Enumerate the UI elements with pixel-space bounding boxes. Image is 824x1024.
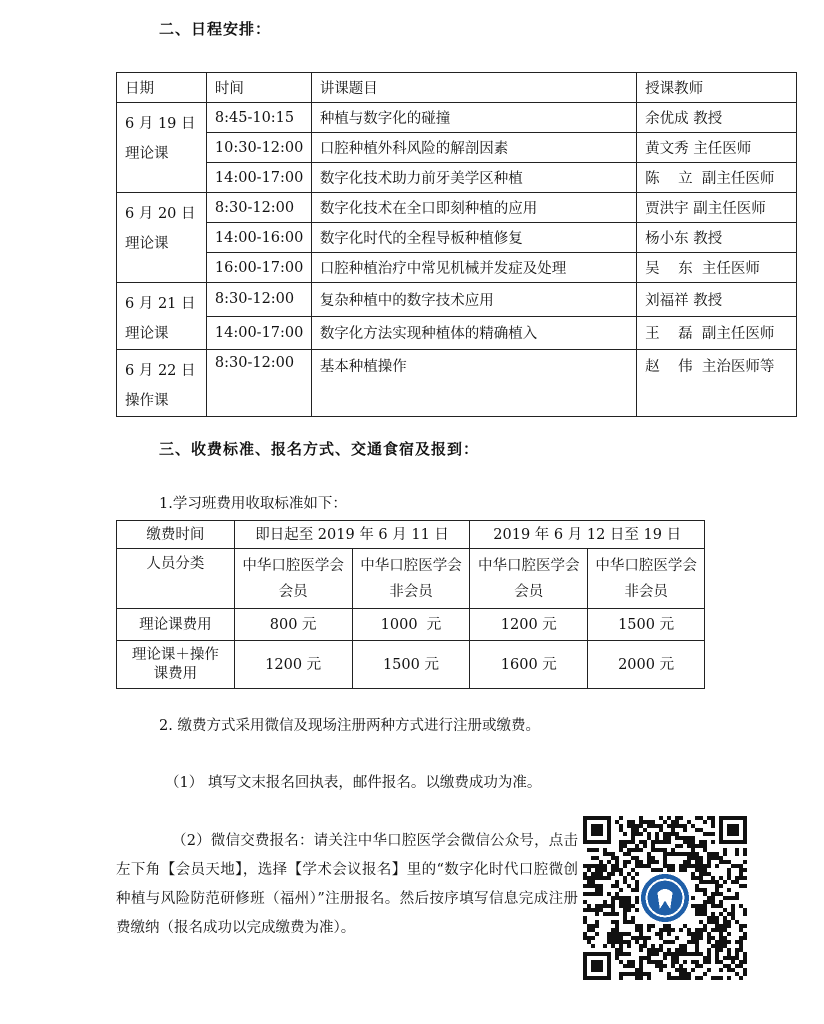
topic-cell: 数字化时代的全程导板种植修复	[311, 223, 636, 253]
topic-cell: 数字化方法实现种植体的精确植入	[311, 316, 636, 350]
fee-category-row	[117, 549, 705, 609]
topic-cell: 基本种植操作	[311, 350, 636, 417]
fee-cell: 2000 元	[588, 641, 705, 689]
nonmember-label: 中华口腔医学会非会员	[588, 549, 705, 609]
day-type: 操作课	[125, 393, 169, 409]
day-type: 理论课	[125, 236, 169, 252]
fee-cell: 1500 元	[352, 641, 470, 689]
topic-cell: 数字化技术在全口即刻种植的应用	[311, 193, 636, 223]
fee-row-label: 理论课费用	[117, 609, 235, 641]
day-type: 理论课	[125, 326, 169, 342]
day-date: 6 月 19 日	[125, 116, 196, 132]
table-row	[117, 253, 797, 283]
teacher-cell: 刘福祥 教授	[637, 283, 797, 317]
teacher-cell: 杨小东 教授	[637, 223, 797, 253]
fee-cell: 800 元	[234, 609, 352, 641]
time-cell: 8:30-12:00	[206, 193, 311, 223]
col-header-date: 日期	[117, 73, 207, 103]
day-date: 6 月 20 日	[125, 206, 196, 222]
day-date: 6 月 22 日	[125, 363, 196, 379]
table-row	[117, 316, 797, 350]
day-cell	[117, 193, 207, 283]
schedule-header-row	[117, 73, 797, 103]
topic-cell: 种植与数字化的碰撞	[311, 103, 636, 133]
time-cell: 8:30-12:00	[206, 283, 311, 317]
fee-row-header: 人员分类	[117, 549, 235, 609]
teacher-cell: 王 磊 副主任医师	[637, 316, 797, 350]
topic-cell: 口腔种植治疗中常见机械并发症及处理	[311, 253, 636, 283]
day-cell	[117, 350, 207, 417]
table-row	[117, 193, 797, 223]
table-row	[117, 223, 797, 253]
topic-cell: 复杂种植中的数字技术应用	[311, 283, 636, 317]
fee-row-label: 理论课＋操作课费用	[117, 641, 235, 689]
schedule-table	[116, 72, 797, 417]
section2-title: 二、日程安排：	[159, 20, 272, 38]
teacher-cell: 赵 伟 主治医师等	[637, 350, 797, 417]
fee-table	[116, 520, 705, 689]
time-cell: 8:30-12:00	[206, 350, 311, 417]
time-cell: 14:00-17:00	[206, 316, 311, 350]
col-header-teacher: 授课教师	[637, 73, 797, 103]
payment-method-text: 2. 缴费方式采用微信及现场注册两种方式进行注册或缴费。	[159, 718, 540, 734]
time-cell: 8:45-10:15	[206, 103, 311, 133]
table-row	[117, 641, 705, 689]
teacher-cell: 黄文秀 主任医师	[637, 133, 797, 163]
member-label: 中华口腔医学会会员	[234, 549, 352, 609]
day-type: 理论课	[125, 146, 169, 162]
table-row	[117, 103, 797, 133]
day-cell	[117, 283, 207, 350]
table-row	[117, 350, 797, 417]
teacher-cell: 吴 东 主任医师	[637, 253, 797, 283]
fee-cell: 1200 元	[234, 641, 352, 689]
fee-col-header: 缴费时间	[117, 521, 235, 549]
topic-cell: 数字化技术助力前牙美学区种植	[311, 163, 636, 193]
table-row	[117, 133, 797, 163]
col-header-time: 时间	[206, 73, 311, 103]
nonmember-label: 中华口腔医学会非会员	[352, 549, 470, 609]
fee-period-2: 2019 年 6 月 12 日至 19 日	[470, 521, 705, 549]
fee-intro: 1.学习班费用收取标准如下：	[159, 496, 347, 512]
fee-header-row	[117, 521, 705, 549]
time-cell: 16:00-17:00	[206, 253, 311, 283]
day-cell	[117, 103, 207, 193]
day-date: 6 月 21 日	[125, 296, 196, 312]
fee-cell: 1200 元	[470, 609, 588, 641]
time-cell: 14:00-17:00	[206, 163, 311, 193]
qr-code	[583, 816, 747, 980]
table-row	[117, 283, 797, 317]
teacher-cell: 余优成 教授	[637, 103, 797, 133]
table-row	[117, 609, 705, 641]
register-step-2: （2）微信交费报名：请关注中华口腔医学会微信公众号，点击左下角【会员天地】，选择【学术会议报名】里的“数字化时代口腔微创种植与风险防范研修班（福州）”注册报名。然后按序填写信息完成注册费缴纳（报名成功以完成缴费为准）。	[116, 833, 578, 936]
fee-cell: 1000 元	[352, 609, 470, 641]
topic-cell: 口腔种植外科风险的解剖因素	[311, 133, 636, 163]
section3-title: 三、收费标准、报名方式、交通食宿及报到：	[159, 440, 480, 458]
teacher-cell: 陈 立 副主任医师	[637, 163, 797, 193]
fee-period-1: 即日起至 2019 年 6 月 11 日	[234, 521, 470, 549]
teacher-cell: 贾洪宇 副主任医师	[637, 193, 797, 223]
member-label: 中华口腔医学会会员	[470, 549, 588, 609]
fee-cell: 1500 元	[588, 609, 705, 641]
table-row	[117, 163, 797, 193]
fee-cell: 1600 元	[470, 641, 588, 689]
time-cell: 10:30-12:00	[206, 133, 311, 163]
time-cell: 14:00-16:00	[206, 223, 311, 253]
register-step-1: （1） 填写文末报名回执表，邮件报名。以缴费成功为准。	[165, 775, 542, 791]
col-header-topic: 讲课题目	[311, 73, 636, 103]
